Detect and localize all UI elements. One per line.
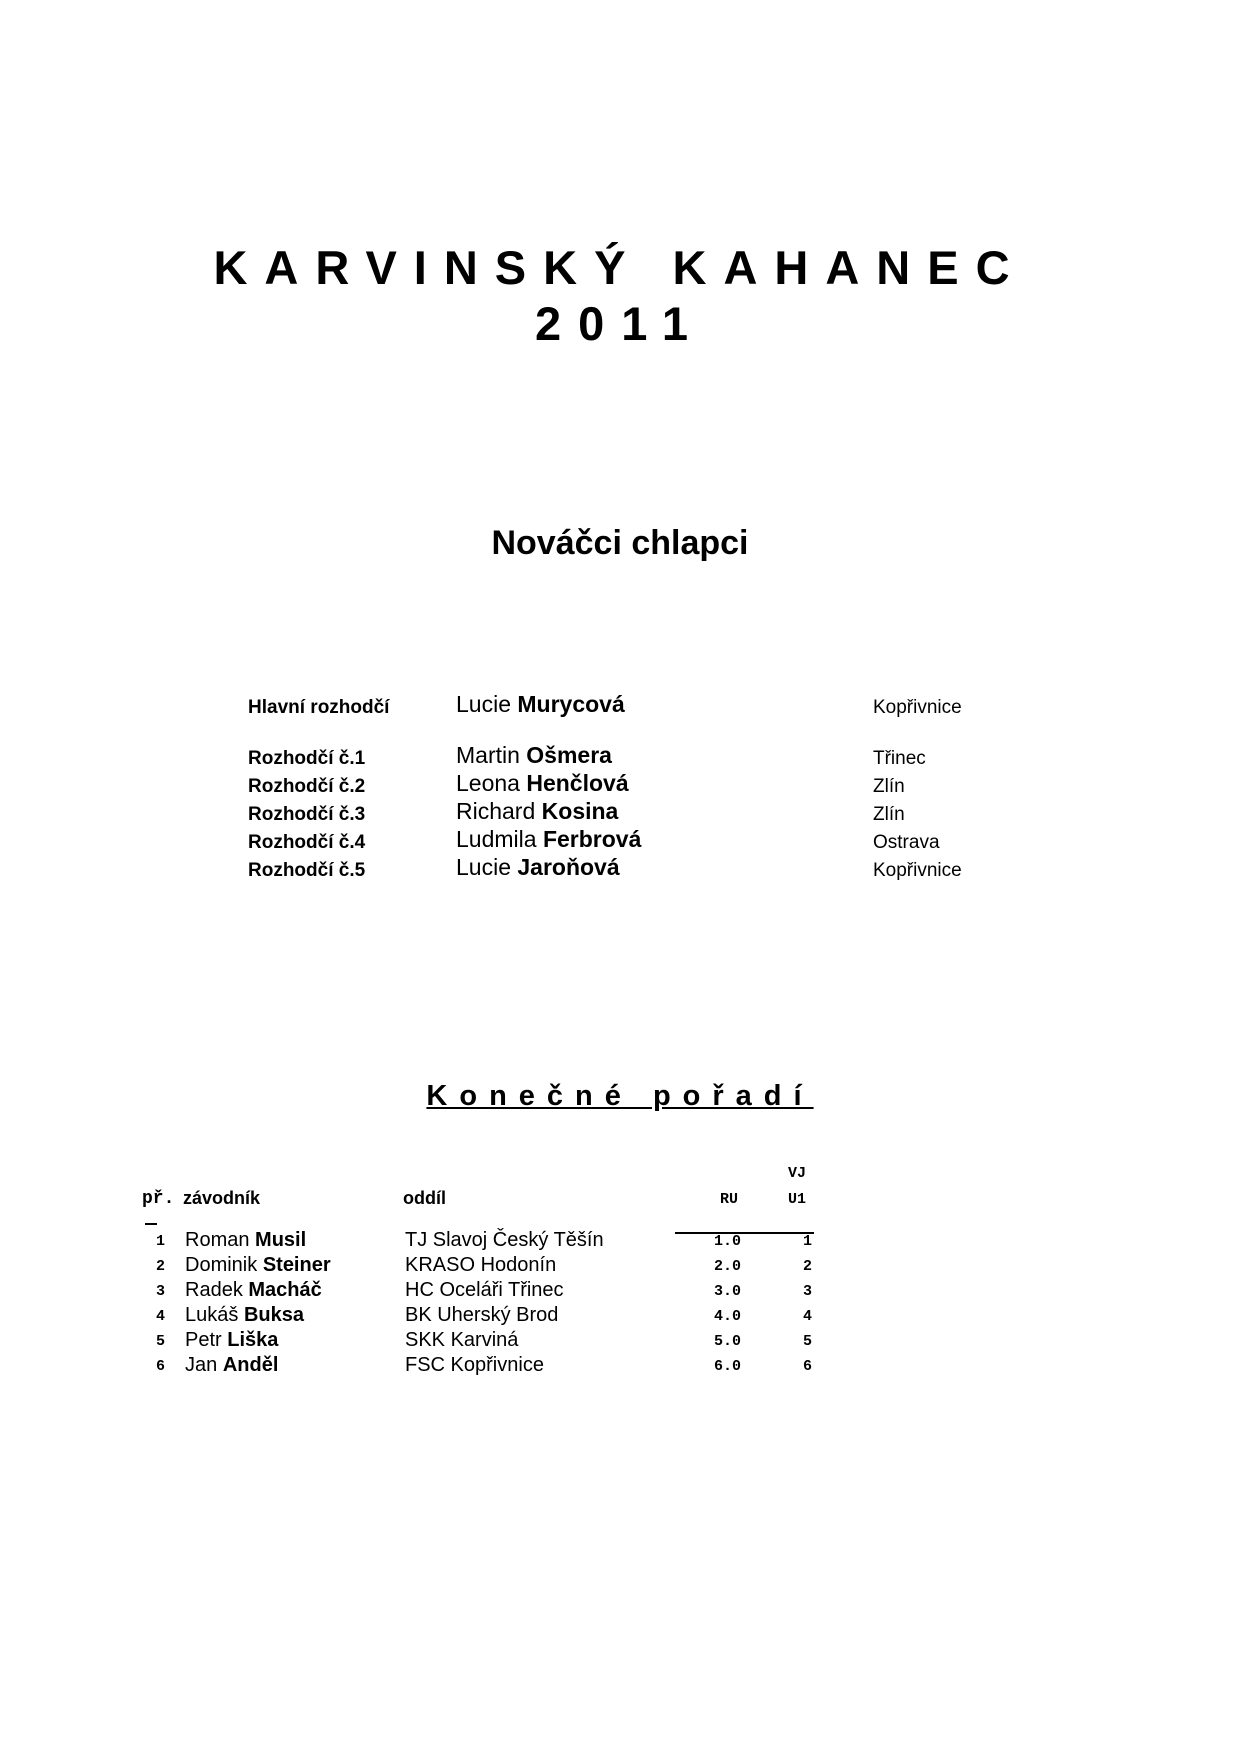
column-header-ru: RU (720, 1191, 739, 1208)
event-title: KARVINSKÝ KAHANEC (213, 241, 1027, 294)
official-first-name: Richard (456, 798, 536, 824)
official-name (456, 691, 625, 718)
rank-cell: 2 (156, 1258, 166, 1275)
official-last-name: Henčlová (526, 770, 629, 796)
official-city: Zlín (873, 804, 905, 825)
official-name (456, 742, 612, 769)
official-first-name: Ludmila (456, 826, 537, 852)
competitor-cell (185, 1304, 304, 1327)
official-role: Rozhodčí č.1 (248, 748, 366, 769)
competitor-last-name: Liška (227, 1329, 279, 1351)
ru-cell: 6.0 (714, 1358, 742, 1375)
club-cell: TJ Slavoj Český Těšín (405, 1229, 604, 1251)
official-city: Zlín (873, 776, 905, 797)
competitor-first-name: Jan (185, 1354, 218, 1376)
results-title-text: Konečné pořadí (426, 1080, 814, 1112)
place-cell: 2 (803, 1258, 813, 1275)
column-header-vj: VJ (788, 1165, 807, 1182)
official-last-name: Jaroňová (517, 854, 620, 880)
competitor-first-name: Radek (185, 1279, 243, 1301)
competitor-last-name: Steiner (262, 1254, 331, 1276)
official-role: Hlavní rozhodčí (248, 697, 390, 718)
place-cell: 3 (803, 1283, 813, 1300)
club-cell: BK Uherský Brod (405, 1304, 559, 1326)
rank-cell: 1 (156, 1233, 166, 1250)
competitor-last-name: Anděl (222, 1354, 279, 1376)
official-city: Ostrava (873, 832, 940, 853)
club-cell: KRASO Hodonín (405, 1254, 557, 1276)
header-rule-short (145, 1223, 157, 1225)
table-row (0, 1229, 1240, 1254)
official-last-name: Ošmera (526, 742, 612, 768)
event-year: 2011 (535, 297, 705, 350)
club-cell: SKK Karviná (405, 1329, 519, 1351)
competitor-cell (185, 1329, 278, 1352)
official-last-name: Murycová (517, 691, 625, 717)
table-row (0, 1254, 1240, 1279)
column-header-competitor: závodník (183, 1188, 261, 1208)
competitor-first-name: Lukáš (185, 1304, 239, 1326)
club-cell: FSC Kopřivnice (405, 1354, 544, 1376)
official-role: Rozhodčí č.3 (248, 804, 366, 825)
rank-cell: 6 (156, 1358, 166, 1375)
rank-cell: 4 (156, 1308, 166, 1325)
official-city: Kopřivnice (873, 697, 962, 718)
competitor-cell (185, 1354, 278, 1377)
official-last-name: Ferbrová (542, 826, 642, 852)
rank-cell: 3 (156, 1283, 166, 1300)
official-role: Rozhodčí č.4 (248, 832, 366, 853)
official-first-name: Lucie (456, 854, 511, 880)
ru-cell: 3.0 (714, 1283, 742, 1300)
competitor-last-name: Musil (255, 1229, 307, 1251)
category-title: Nováčci chlapci (491, 524, 749, 562)
competitor-first-name: Roman (185, 1229, 250, 1251)
rank-cell: 5 (156, 1333, 166, 1350)
competitor-first-name: Dominik (185, 1254, 258, 1276)
official-name (456, 854, 620, 881)
competitor-cell (185, 1279, 322, 1302)
table-row (0, 1329, 1240, 1354)
table-row (0, 1279, 1240, 1304)
official-name (456, 770, 629, 797)
column-header-club: oddíl (403, 1188, 446, 1208)
ru-cell: 4.0 (714, 1308, 742, 1325)
results-title (0, 1080, 1240, 1113)
official-city: Kopřivnice (873, 860, 962, 881)
table-row (0, 1304, 1240, 1329)
place-cell: 1 (803, 1233, 813, 1250)
official-name (456, 826, 641, 853)
place-cell: 6 (803, 1358, 813, 1375)
table-row (0, 1354, 1240, 1379)
place-cell: 4 (803, 1308, 813, 1325)
official-first-name: Lucie (456, 691, 511, 717)
ru-cell: 5.0 (714, 1333, 742, 1350)
ru-cell: 1.0 (714, 1233, 742, 1250)
competitor-cell (185, 1229, 306, 1252)
official-name (456, 798, 618, 825)
official-role: Rozhodčí č.5 (248, 860, 366, 881)
place-cell: 5 (803, 1333, 813, 1350)
official-city: Třinec (873, 748, 926, 769)
official-last-name: Kosina (541, 798, 619, 824)
official-role: Rozhodčí č.2 (248, 776, 366, 797)
column-header-rank: př. (142, 1189, 175, 1209)
competitor-cell (185, 1254, 331, 1277)
official-first-name: Leona (456, 770, 520, 796)
ru-cell: 2.0 (714, 1258, 742, 1275)
column-header-u1: U1 (788, 1191, 807, 1208)
club-cell: HC Oceláři Třinec (405, 1279, 564, 1301)
official-first-name: Martin (456, 742, 520, 768)
competitor-first-name: Petr (185, 1329, 222, 1351)
competitor-last-name: Buksa (243, 1304, 304, 1326)
competitor-last-name: Macháč (248, 1279, 322, 1301)
